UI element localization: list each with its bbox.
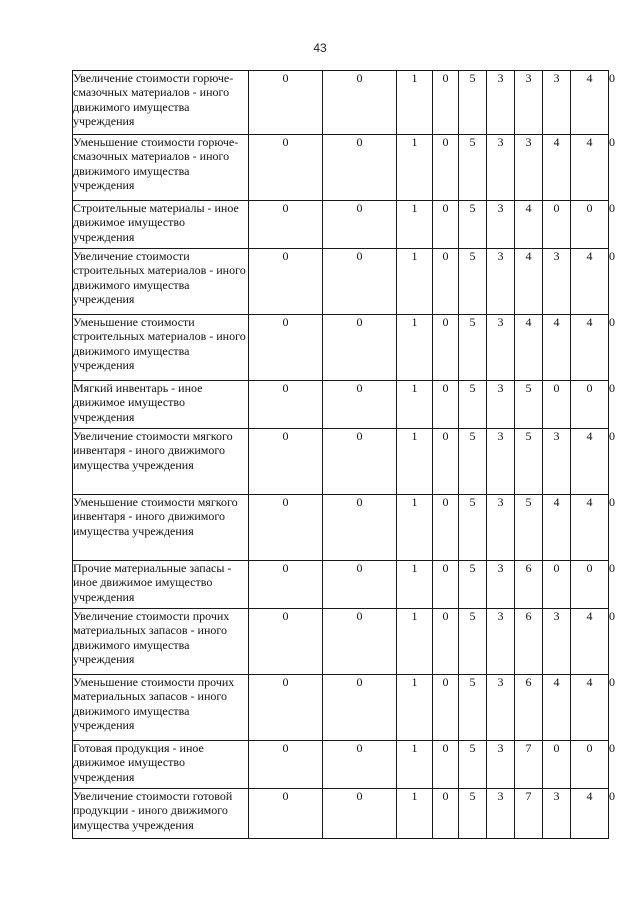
code-digit: 1 (397, 675, 433, 741)
code-digit: 0 (323, 315, 397, 381)
code-digit: 3 (543, 609, 571, 675)
code-digit: 0 (543, 201, 571, 249)
code-digit: 5 (459, 741, 487, 789)
code-digit: 3 (487, 249, 515, 315)
code-digit: 1 (397, 495, 433, 561)
account-description: Уменьшение стоимости прочих материальных запасов - иного движимого имущества учреждения (73, 675, 249, 741)
code-digit: 4 (515, 249, 543, 315)
code-digit: 5 (515, 429, 543, 495)
code-digit: 0 (249, 429, 323, 495)
code-digit: 0 (249, 495, 323, 561)
code-digit: 7 (515, 789, 543, 839)
code-digit: 0 (433, 675, 459, 741)
code-digit: 0 (433, 71, 459, 135)
code-digit: 0 (433, 741, 459, 789)
code-digit: 4 (571, 315, 609, 381)
code-digit: 5 (459, 609, 487, 675)
code-digit: 3 (515, 71, 543, 135)
code-digit: 5 (459, 135, 487, 201)
code-digit: 1 (397, 741, 433, 789)
code-digit: 3 (487, 609, 515, 675)
code-digit: 3 (487, 675, 515, 741)
code-digit: 4 (515, 201, 543, 249)
code-digit: 0 (323, 381, 397, 429)
table-row: Увеличение стоимости горюче-смазочных материалов - иного движимого имущества учреждения 0 0 1 0 5 3 3 3 4 0 (73, 71, 609, 135)
code-digit: 5 (515, 381, 543, 429)
code-digit: 5 (459, 201, 487, 249)
code-digit: 0 (323, 71, 397, 135)
table-row: Увеличение стоимости мягкого инвентаря - иного движимого имущества учреждения 0 0 1 0 5 3 5 3 4 0 (73, 429, 609, 495)
code-digit: 0 (323, 249, 397, 315)
account-description: Увеличение стоимости мягкого инвентаря - иного движимого имущества учреждения (73, 429, 249, 495)
code-digit: 4 (571, 609, 609, 675)
code-digit: 3 (487, 741, 515, 789)
code-digit: 3 (543, 429, 571, 495)
table-row: Мягкий инвентарь - иное движимое имущество учреждения 0 0 1 0 5 3 5 0 0 0 (73, 381, 609, 429)
code-digit: 0 (571, 741, 609, 789)
table-body (73, 71, 615, 839)
code-digit: 4 (543, 315, 571, 381)
code-digit: 4 (571, 429, 609, 495)
code-digit: 0 (543, 381, 571, 429)
code-digit: 5 (459, 249, 487, 315)
table-row: Уменьшение стоимости горюче-смазочных материалов - иного движимого имущества учреждения 0 0 1 0 5 3 3 4 4 0 (73, 135, 609, 201)
code-digit: 0 (249, 741, 323, 789)
code-digit: 3 (543, 71, 571, 135)
account-description: Увеличение стоимости прочих материальных запасов - иного движимого имущества учреждения (73, 609, 249, 675)
code-digit: 0 (433, 429, 459, 495)
code-digit: 6 (515, 675, 543, 741)
code-digit: 1 (397, 381, 433, 429)
code-digit: 0 (249, 609, 323, 675)
code-digit: 5 (459, 429, 487, 495)
code-digit: 0 (249, 675, 323, 741)
code-digit: 4 (571, 249, 609, 315)
code-digit: 1 (397, 429, 433, 495)
account-description: Уменьшение стоимости горюче-смазочных материалов - иного движимого имущества учреждения (73, 135, 249, 201)
code-digit: 4 (543, 135, 571, 201)
code-digit: 6 (515, 561, 543, 609)
code-digit: 0 (249, 249, 323, 315)
table-row: Уменьшение стоимости мягкого инвентаря - иного движимого имущества учреждения 0 0 1 0 5 3 5 4 4 0 (73, 495, 609, 561)
code-digit: 0 (433, 561, 459, 609)
code-digit: 7 (515, 741, 543, 789)
code-digit: 0 (249, 315, 323, 381)
code-digit: 4 (543, 675, 571, 741)
code-digit: 5 (459, 561, 487, 609)
code-digit: 0 (323, 741, 397, 789)
code-digit: 5 (515, 495, 543, 561)
table-row: Увеличение стоимости строительных материалов - иного движимого имущества учреждения 0 0 1 0 5 3 4 3 4 0 (73, 249, 609, 315)
code-digit: 5 (459, 495, 487, 561)
code-digit: 0 (433, 135, 459, 201)
code-digit: 0 (543, 561, 571, 609)
code-digit: 0 (433, 315, 459, 381)
table-row: Прочие материальные запасы - иное движимое имущество учреждения 0 0 1 0 5 3 6 0 0 0 (73, 561, 609, 609)
page-number: 43 (313, 41, 327, 55)
code-digit: 3 (487, 561, 515, 609)
code-digit: 1 (397, 71, 433, 135)
account-description: Уменьшение стоимости мягкого инвентаря - иного движимого имущества учреждения (73, 495, 249, 561)
code-digit: 4 (571, 675, 609, 741)
code-digit: 5 (459, 789, 487, 839)
table-row: Уменьшение стоимости строительных материалов - иного движимого имущества учреждения 0 0 1 0 5 3 4 4 4 0 (73, 315, 609, 381)
code-digit: 0 (323, 495, 397, 561)
code-digit: 1 (397, 789, 433, 839)
code-digit: 6 (515, 609, 543, 675)
code-digit: 4 (543, 495, 571, 561)
code-digit: 0 (323, 789, 397, 839)
code-digit: 5 (459, 381, 487, 429)
code-digit: 1 (397, 315, 433, 381)
table-row: Строительные материалы - иное движимое имущество учреждения 0 0 1 0 5 3 4 0 0 0 (73, 201, 609, 249)
table-row: Увеличение стоимости готовой продукции - иного движимого имущества учреждения 0 0 1 0 5 3 7 3 4 0 (73, 789, 609, 839)
code-digit: 3 (487, 315, 515, 381)
code-digit: 4 (571, 789, 609, 839)
code-digit: 3 (487, 495, 515, 561)
code-digit: 0 (433, 495, 459, 561)
table-row: Увеличение стоимости прочих материальных запасов - иного движимого имущества учреждения 0 0 1 0 5 3 6 3 4 0 (73, 609, 609, 675)
code-digit: 4 (571, 135, 609, 201)
code-digit: 4 (515, 315, 543, 381)
code-digit: 1 (397, 201, 433, 249)
account-description: Мягкий инвентарь - иное движимое имущество учреждения (73, 381, 249, 429)
code-digit: 3 (487, 71, 515, 135)
code-digit: 3 (487, 135, 515, 201)
code-digit: 3 (515, 135, 543, 201)
code-digit: 4 (571, 495, 609, 561)
code-digit: 0 (249, 135, 323, 201)
code-digit: 0 (433, 609, 459, 675)
code-digit: 0 (323, 561, 397, 609)
account-description: Уменьшение стоимости строительных материалов - иного движимого имущества учреждения (73, 315, 249, 381)
code-digit: 0 (249, 71, 323, 135)
code-digit: 1 (397, 561, 433, 609)
code-digit: 5 (459, 315, 487, 381)
code-digit: 0 (433, 249, 459, 315)
code-digit: 0 (323, 429, 397, 495)
code-digit: 3 (543, 249, 571, 315)
code-digit: 3 (487, 201, 515, 249)
code-digit: 0 (249, 381, 323, 429)
account-description: Увеличение стоимости готовой продукции - иного движимого имущества учреждения (73, 789, 249, 839)
code-digit: 5 (459, 71, 487, 135)
code-digit: 0 (571, 381, 609, 429)
code-digit: 3 (487, 429, 515, 495)
code-digit: 3 (487, 789, 515, 839)
code-digit: 0 (433, 201, 459, 249)
code-digit: 4 (571, 71, 609, 135)
table-row: Уменьшение стоимости прочих материальных запасов - иного движимого имущества учреждения 0 0 1 0 5 3 6 4 4 0 (73, 675, 609, 741)
code-digit: 0 (323, 675, 397, 741)
account-description: Увеличение стоимости строительных материалов - иного движимого имущества учреждения (73, 249, 249, 315)
account-description: Готовая продукция - иное движимое имущество учреждения (73, 741, 249, 789)
code-digit: 0 (433, 789, 459, 839)
code-digit: 1 (397, 135, 433, 201)
code-digit: 0 (323, 609, 397, 675)
code-digit: 0 (249, 201, 323, 249)
code-digit: 3 (543, 789, 571, 839)
code-digit: 1 (397, 249, 433, 315)
code-digit: 0 (323, 201, 397, 249)
code-digit: 0 (543, 741, 571, 789)
code-digit: 3 (487, 381, 515, 429)
account-codes-table (72, 70, 615, 839)
account-description: Строительные материалы - иное движимое имущество учреждения (73, 201, 249, 249)
code-digit: 0 (249, 789, 323, 839)
code-digit: 1 (397, 609, 433, 675)
table-row: Готовая продукция - иное движимое имущество учреждения 0 0 1 0 5 3 7 0 0 0 (73, 741, 609, 789)
code-digit: 0 (249, 561, 323, 609)
code-digit: 0 (571, 561, 609, 609)
account-description: Прочие материальные запасы - иное движимое имущество учреждения (73, 561, 249, 609)
code-digit: 0 (323, 135, 397, 201)
account-description: Увеличение стоимости горюче-смазочных материалов - иного движимого имущества учреждения (73, 71, 249, 135)
code-digit: 0 (433, 381, 459, 429)
code-digit: 0 (571, 201, 609, 249)
code-digit: 5 (459, 675, 487, 741)
